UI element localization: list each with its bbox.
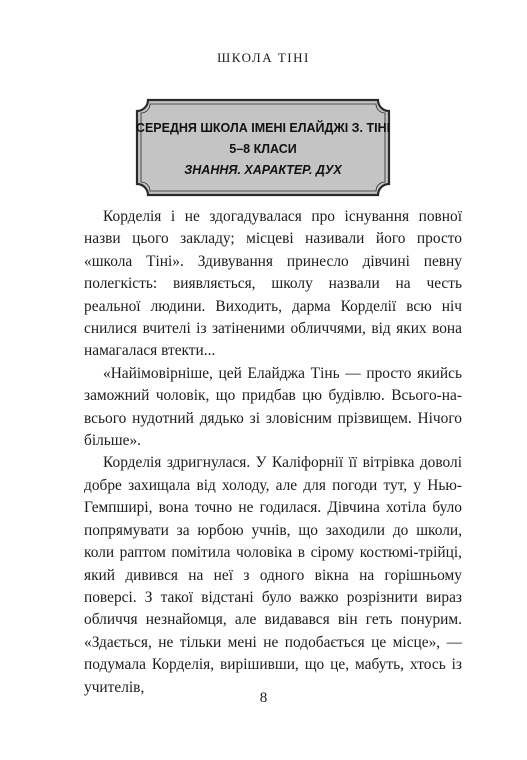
paragraph: Корделія і не здогадувалася про існування повної назви цього закладу; місцеві називали його просто «школа Тіні». Здивування принесло дівчині певну полегкість: виявляється, школу назвали на честь реальної людини. Виходить, дарма Корделії всю ніч снилися вчителі із затіненими обличчями, від яких вона намагалася втекти...	[84, 208, 462, 360]
paragraph: Корделія здригнулася. У Каліфорнії її вітрівка доволі добре захищала від холоду, але для погоди тут, у Нью-Гемпширі, вона точно не годилася. Дівчина хотіла було попрямувати за юрбою учнів, що заходили до школи, коли раптом помітила чоловіка в сірому костюмі-трійці, який дивився на неї з одного вікна на горішньому поверсі. З такої відстані було важко розрізнити вираз обличчя незнайомця, але видавався він геть понурим. «Здається, не тільки мені не подобається це місце», — подумала Корделія, вирішивши, що це, мабуть, хтось із учителів,	[84, 454, 462, 696]
sign-text	[135, 118, 391, 181]
paragraph: «Найімовірніше, цей Елайджа Тінь — просто якийсь заможний чоловік, що придбав цю будівлю. Всього-на-всього нудотний дядько зі зловісним прізвищем. Нічого більше».	[84, 364, 462, 450]
sign-grades: 5–8 КЛАСИ	[229, 142, 297, 156]
sign-school-name: СЕРЕДНЯ ШКОЛА ІМЕНІ ЕЛАЙДЖІ З. ТІНІ	[135, 121, 391, 135]
page-number: 8	[259, 690, 268, 706]
school-sign	[135, 98, 391, 197]
body-text	[84, 206, 462, 699]
running-head: ШКОЛА ТІНІ	[217, 50, 310, 65]
sign-motto: ЗНАННЯ. ХАРАКТЕР. ДУХ	[184, 163, 342, 177]
